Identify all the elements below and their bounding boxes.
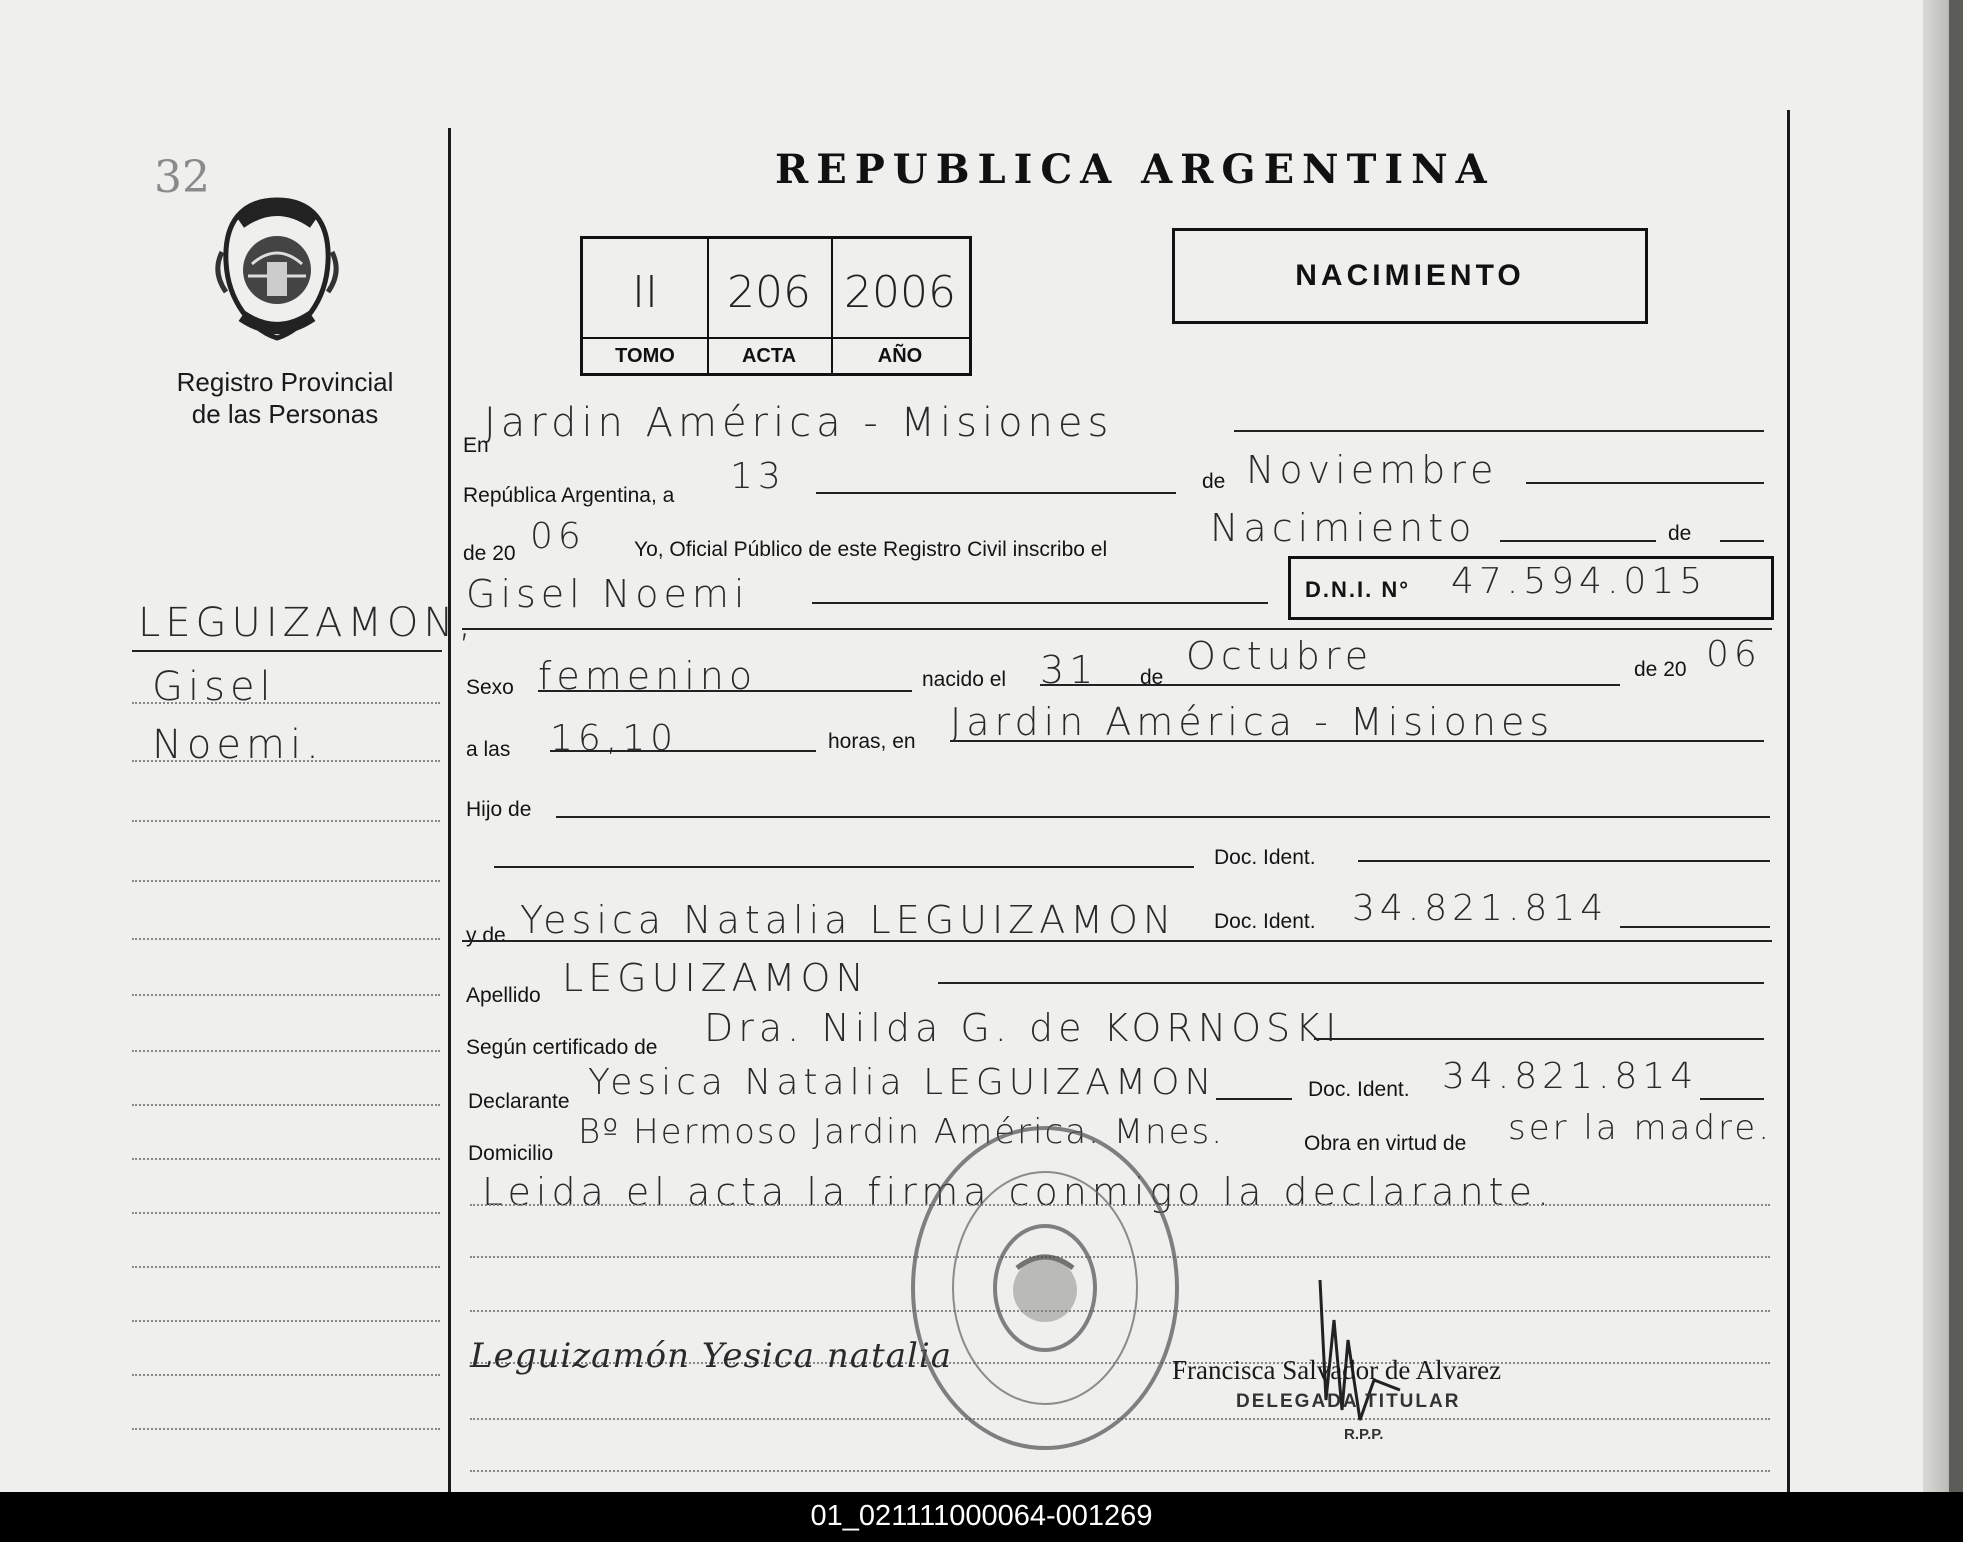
margin-dotted-line (132, 1050, 440, 1052)
official-role: DELEGADA TITULAR (1236, 1391, 1461, 1412)
margin-first-name: Gisel (152, 664, 276, 710)
lugar-nacimiento-line (950, 740, 1764, 742)
nacido-line (1040, 684, 1620, 686)
margin-dotted-line (132, 1104, 440, 1106)
en-value: Jardin América - Misiones (484, 400, 1114, 446)
lugar-nacimiento-value: Jardin América - Misiones (950, 700, 1555, 744)
doc-ident-madre-label: Doc. Ident. (1214, 910, 1316, 933)
child-name-line (812, 602, 1268, 604)
acta-kind-line (1500, 540, 1656, 542)
margin-dotted-line (132, 938, 440, 940)
a-las-label: a las (466, 738, 511, 761)
hijo-de-line (556, 816, 1770, 818)
doc-ident-declarante-line (1700, 1098, 1764, 1100)
tomo-label: TOMO (583, 337, 707, 373)
anio-label: AÑO (831, 337, 969, 373)
obra-label: Obra en virtud de (1304, 1132, 1467, 1155)
madre-name-value: Yesica Natalia LEGUIZAMON (520, 898, 1177, 942)
book-spine-shadow (1949, 0, 1963, 1492)
month-line (1526, 482, 1764, 484)
republica-day-value: 13 (730, 456, 786, 497)
margin-dotted-line (132, 880, 440, 882)
margin-dotted-line (132, 1428, 440, 1430)
form-right-border (1787, 110, 1790, 1492)
hora-value: 16,10 (550, 718, 679, 759)
doc-ident-madre-value: 34.821.814 (1352, 888, 1609, 929)
footer-identifier: 01_021111000064-001269 (0, 1492, 1963, 1542)
margin-dotted-line (132, 702, 440, 704)
margin-dotted-line (132, 1320, 440, 1322)
republica-day-line (816, 492, 1176, 494)
acta-value: 206 (727, 267, 811, 318)
doc-ident-declarante-label: Doc. Ident. (1308, 1078, 1410, 1101)
father-name-line (494, 866, 1194, 868)
republica-label: República Argentina, a (463, 484, 675, 507)
observacion-value: Leida el acta la firma conmigo la declarante. (482, 1170, 1555, 1214)
y-de-label: y de (466, 924, 506, 947)
official-seal-icon (905, 1118, 1185, 1458)
domicilio-value: Bº Hermoso Jardin América. Mnes. (578, 1112, 1225, 1152)
margin-dotted-line (132, 760, 440, 762)
official-abbr: R.P.P. (1344, 1426, 1384, 1443)
nacido-day-value: 31 (1040, 648, 1099, 692)
declarante-line (1216, 1098, 1292, 1100)
acta-cell (707, 239, 833, 373)
margin-dotted-line (132, 1374, 440, 1376)
page-number: 32 (154, 152, 210, 203)
tomo-cell (583, 239, 709, 373)
section-rule (462, 940, 1772, 942)
anio-cell (831, 239, 969, 373)
nacido-month-value: Octubre (1186, 634, 1374, 678)
nacido-month-de-label: de (1140, 666, 1164, 689)
hijo-de-label: Hijo de (466, 798, 532, 821)
month-de-label: de (1202, 470, 1226, 493)
hora-line (550, 750, 816, 752)
oficial-statement-label: Yo, Oficial Público de este Registro Civil inscribo el (634, 538, 1108, 561)
section-rule (462, 628, 1772, 630)
margin-surname: LEGUIZAMON, (138, 600, 477, 646)
sexo-line (538, 690, 912, 692)
registry-name (150, 366, 420, 430)
nacido-year-label: de 20 (1634, 658, 1687, 681)
certificado-line (1314, 1038, 1764, 1040)
declarante-value: Yesica Natalia LEGUIZAMON (588, 1062, 1217, 1103)
anio-value: 2006 (844, 267, 956, 318)
declarante-signature: Leguizamón Yesica natalia (470, 1336, 953, 1376)
apellido-value: LEGUIZAMON (562, 956, 869, 1000)
doc-ident-declarante-value: 34.821.814 (1442, 1056, 1699, 1097)
margin-dotted-line (132, 820, 440, 822)
margin-divider (448, 128, 451, 1492)
dni-value: 47.594.015 (1451, 561, 1708, 602)
acta-reference-box (580, 236, 972, 376)
nacido-year-value: 06 (1706, 634, 1762, 675)
nacido-el-label: nacido el (922, 668, 1007, 691)
en-line (1234, 430, 1764, 432)
sexo-label: Sexo (466, 676, 514, 699)
dni-label: D.N.I. N° (1305, 577, 1411, 602)
declarante-label: Declarante (468, 1090, 570, 1113)
apellido-label: Apellido (466, 984, 541, 1007)
certificado-value: Dra. Nilda G. de KORNOSKI (704, 1006, 1342, 1050)
margin-dotted-line (132, 994, 440, 996)
official-name: Francisca Salvador de Alvarez (1172, 1355, 1502, 1385)
en-label: En (463, 434, 489, 457)
dni-box (1288, 556, 1774, 620)
margin-dotted-line (132, 1158, 440, 1160)
horas-en-label: horas, en (828, 730, 916, 753)
misiones-emblem-icon (212, 192, 342, 342)
doc-ident-father-label: Doc. Ident. (1214, 846, 1316, 869)
certificado-label: Según certificado de (466, 1036, 658, 1059)
form-dotted-line (470, 1470, 1770, 1472)
registry-name-line2: de las Personas (191, 399, 379, 429)
month-value: Noviembre (1246, 448, 1499, 492)
sexo-value: femenino (538, 654, 758, 698)
margin-dotted-line (132, 1266, 440, 1268)
record-type-box: NACIMIENTO (1172, 228, 1648, 324)
document-title: REPUBLICA ARGENTINA (775, 146, 1495, 193)
obra-value: ser la madre. (1508, 1108, 1773, 1148)
year-value: 06 (530, 516, 586, 557)
year-label: de 20 (463, 542, 516, 565)
de-final-label: de (1668, 522, 1692, 545)
margin-underline (132, 650, 442, 652)
acta-kind-value: Nacimiento (1210, 506, 1477, 550)
registry-name-line1: Registro Provincial (176, 367, 394, 397)
doc-ident-father-line (1358, 860, 1770, 862)
de-final-line (1720, 540, 1764, 542)
domicilio-label: Domicilio (468, 1142, 554, 1165)
doc-ident-madre-line (1620, 926, 1770, 928)
margin-dotted-line (132, 1212, 440, 1214)
acta-label: ACTA (707, 337, 831, 373)
tomo-value: II (632, 267, 658, 318)
apellido-line (938, 982, 1764, 984)
child-name-value: Gisel Noemi (466, 572, 750, 616)
margin-second-name: Noemi. (152, 722, 324, 768)
